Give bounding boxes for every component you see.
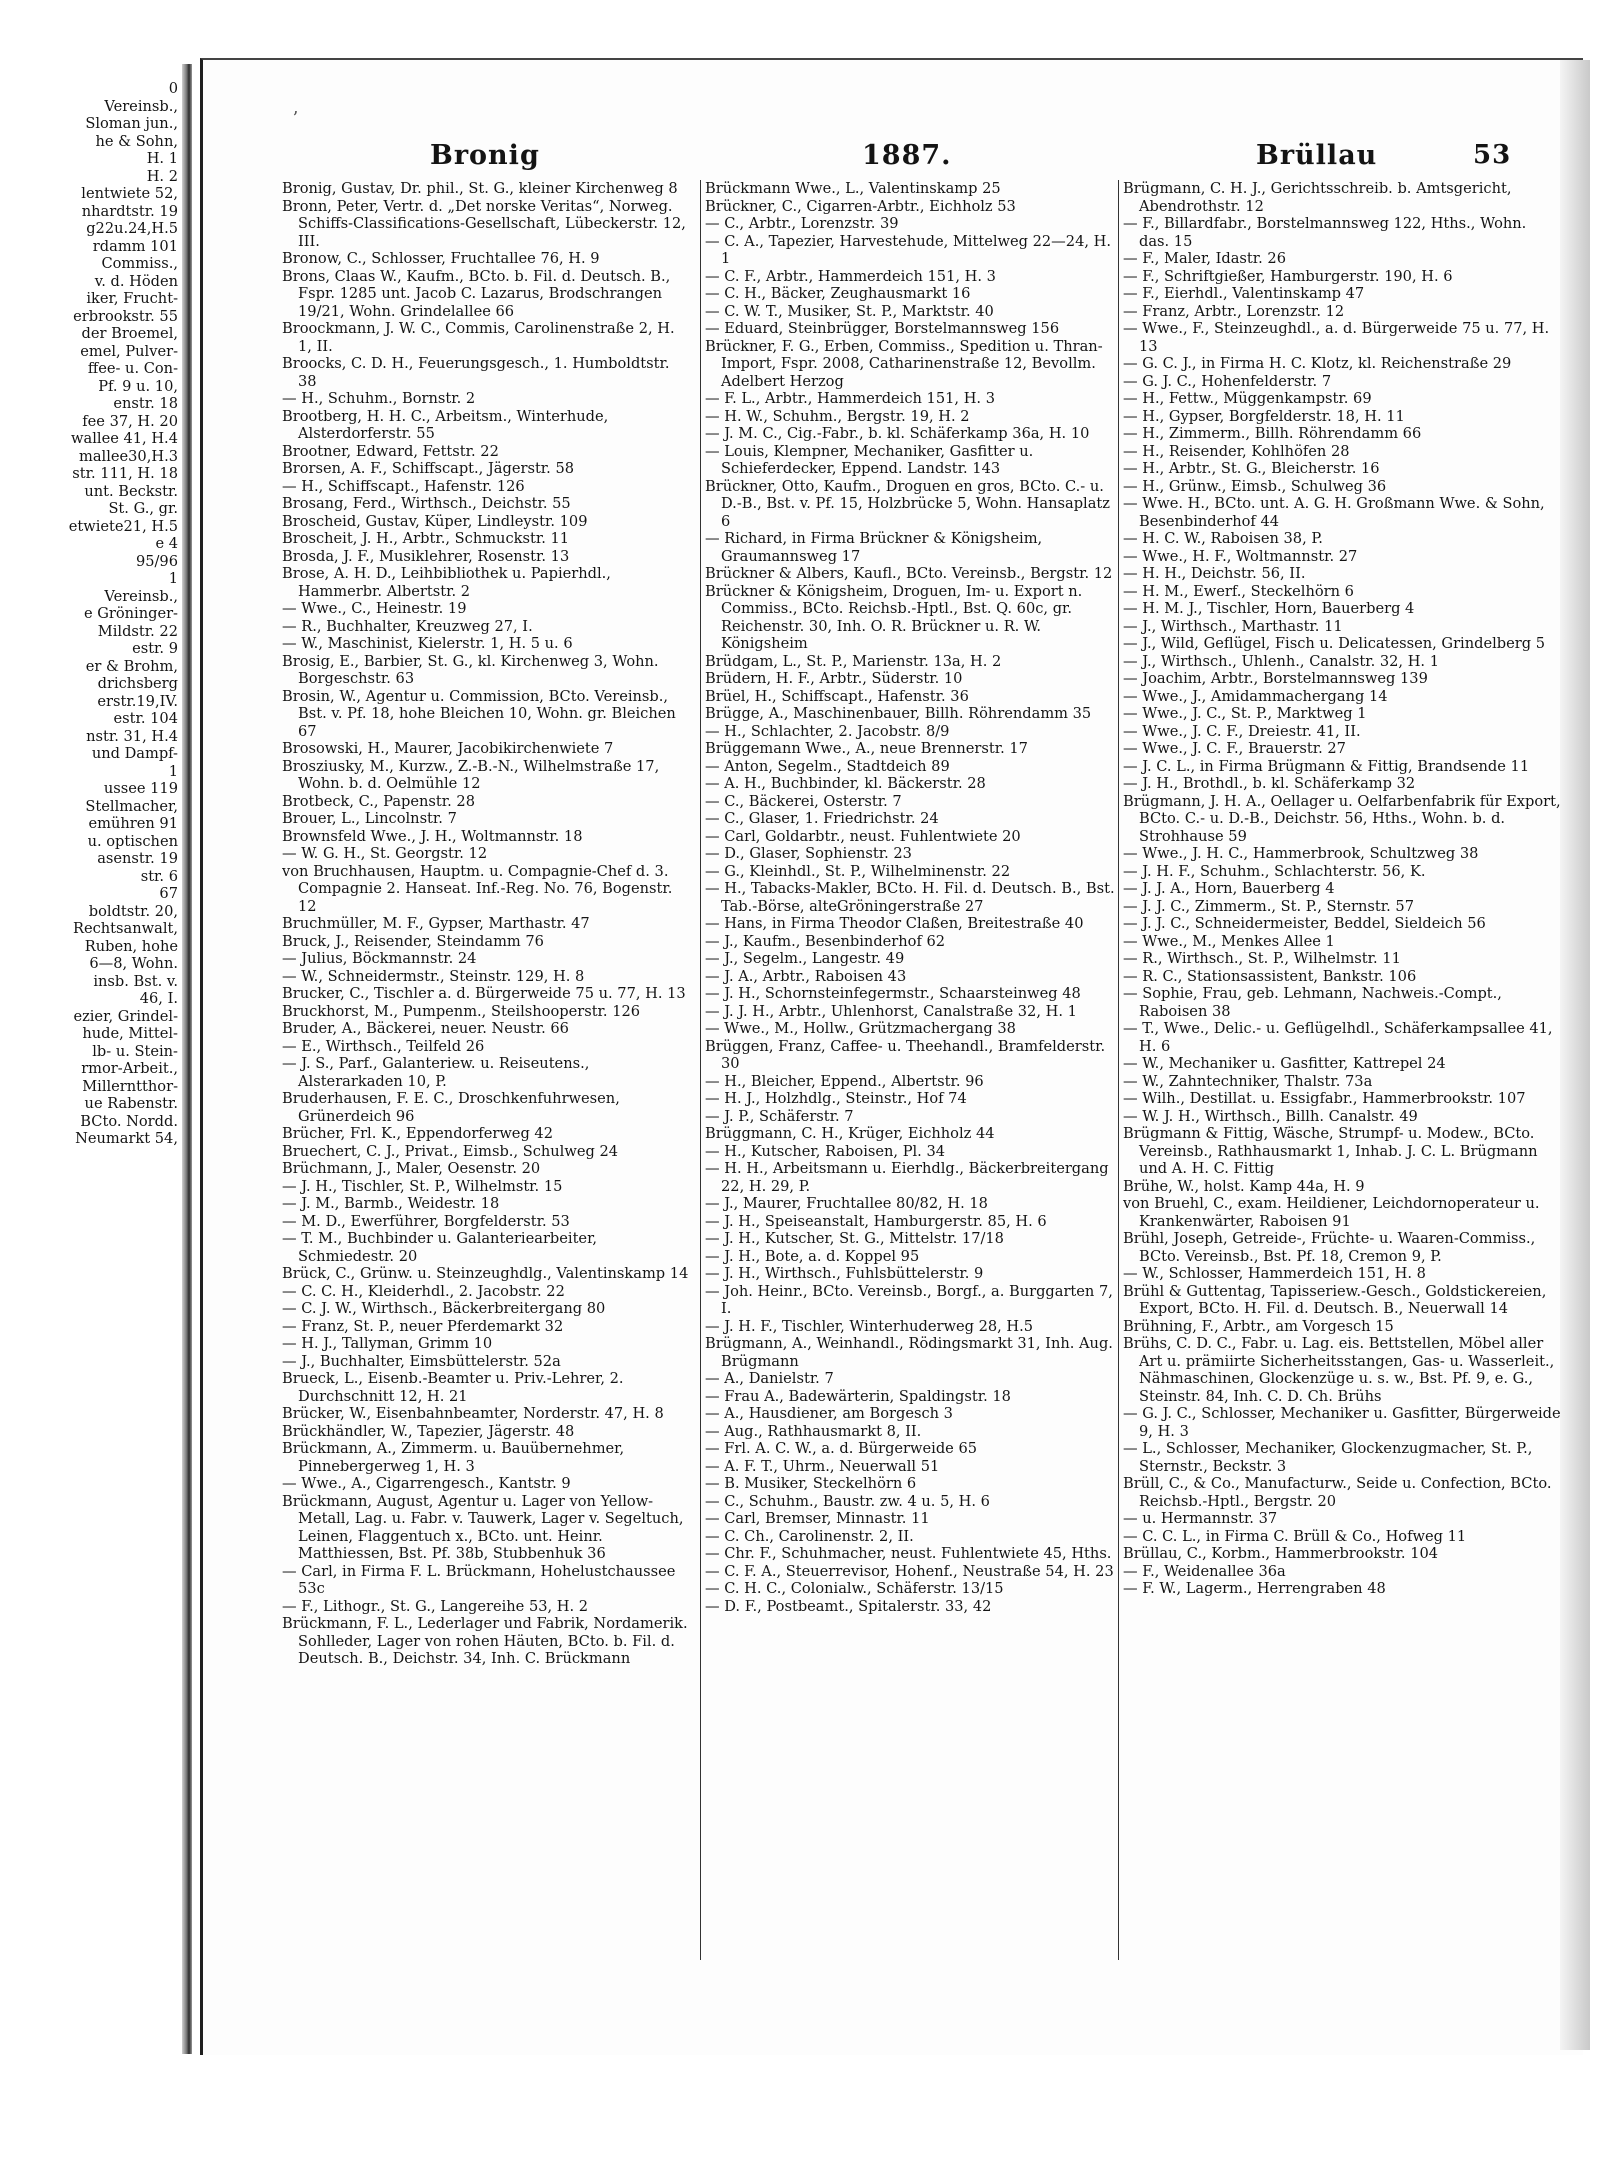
- directory-entry: — Joh. Heinr., BCto. Vereinsb., Borgf., a. Burggarten 7, I.: [705, 1282, 1113, 1317]
- directory-entry: — T., Wwe., Delic.- u. Geflügelhdl., Schäferkampsallee 41, H. 6: [1123, 1020, 1553, 1055]
- directory-entry: Brüggmann, C. H., Krüger, Eichholz 44: [705, 1125, 995, 1142]
- facing-page-line: Neumarkt 54,: [75, 1130, 178, 1147]
- directory-entry: — J., Maurer, Fruchtallee 80/82, H. 18: [705, 1195, 988, 1212]
- directory-entry: Broocks, C. D. H., Feuerungsgesch., 1. Humboldtstr. 38: [282, 355, 670, 390]
- directory-entry: — J., Wirthsch., Uhlenh., Canalstr. 32, H. 1: [1123, 652, 1439, 670]
- directory-entry: — H., Schuhm., Bornstr. 2: [282, 390, 476, 407]
- directory-entry: Broockmann, J. W. C., Commis, Carolinenstraße 2, H. 1, II.: [282, 320, 675, 355]
- directory-entry: — D. F., Postbeamt., Spitalerstr. 33, 42: [705, 1597, 992, 1615]
- facing-page-line: rdamm 101: [92, 237, 178, 255]
- directory-entry: — T. M., Buchbinder u. Galanteriearbeiter, Schmiedestr. 20: [282, 1230, 598, 1265]
- facing-page-line: iker, Frucht-: [86, 290, 178, 307]
- directory-entry: — J. J. A., Horn, Bauerberg 4: [1123, 880, 1335, 897]
- directory-entry: — Joachim, Arbtr., Borstelmannsweg 139: [1123, 670, 1428, 687]
- directory-entry: — W. G. H., St. Georgstr. 12: [282, 845, 488, 862]
- directory-entry: — H., Kutscher, Raboisen, Pl. 34: [705, 1142, 946, 1160]
- directory-entry: — Wilh., Destillat. u. Essigfabr., Hammerbrookstr. 107: [1123, 1090, 1526, 1107]
- directory-entry: Brückmann, August, Agentur u. Lager von Yellow-Metall, Lag. u. Fabr. v. Tauwerk, Lager v. Segeltuch, Leinen, Flaggentuch x., BCto. unt. Heinr. Matthiessen, Bst. Pf. 38b, Stubbenhuk 36: [282, 1492, 684, 1562]
- facing-page-line: he & Sohn,: [95, 132, 178, 150]
- directory-entry: — M. D., Ewerführer, Borgfelderstr. 53: [282, 1212, 570, 1230]
- page-edge-shadow: [1560, 60, 1590, 2050]
- directory-entry: — J. H., Brothdl., b. kl. Schäferkamp 32: [1123, 775, 1416, 792]
- facing-page-line: Sloman jun.,: [85, 115, 178, 132]
- directory-entry: Brosziusky, M., Kurzw., Z.-B.-N., Wilhelmstraße 17, Wohn. b. d. Oelmühle 12: [282, 757, 660, 792]
- directory-entry: — C., Bäckerei, Osterstr. 7: [705, 792, 902, 810]
- facing-page-line: g22u.24,H.5: [86, 220, 178, 237]
- directory-entry: — R. C., Stationsassistent, Bankstr. 106: [1123, 967, 1417, 985]
- directory-entry: Bruechert, C. J., Privat., Eimsb., Schulweg 24: [282, 1142, 619, 1160]
- directory-entry: — Carl, Bremser, Minnastr. 11: [705, 1510, 930, 1527]
- facing-page-line: ue Rabenstr.: [84, 1095, 178, 1112]
- directory-entry: Bruder, A., Bäckerei, neuer. Neustr. 66: [282, 1020, 569, 1037]
- directory-entry: Brownsfeld Wwe., J. H., Woltmannstr. 18: [282, 827, 583, 845]
- directory-entry: Brückner, Otto, Kaufm., Droguen en gros, BCto. C.- u. D.-B., Bst. v. Pf. 15, Holzbrücke 5, Wohn. Hansaplatz 6: [705, 477, 1110, 530]
- directory-entry: — J., Wirthsch., Marthastr. 11: [1123, 617, 1343, 635]
- facing-page-line: estr. 9: [132, 640, 178, 657]
- directory-entry: — Wwe., A., Cigarrengesch., Kantstr. 9: [282, 1475, 571, 1492]
- facing-page-line: Mildstr. 22: [97, 622, 178, 640]
- directory-entry: — H. M., Ewerf., Steckelhörn 6: [1123, 582, 1354, 600]
- directory-entry: — H., Bleicher, Eppend., Albertstr. 96: [705, 1072, 984, 1090]
- facing-page-line: ffee- u. Con-: [87, 360, 178, 377]
- facing-page-line: asenstr. 19: [97, 850, 178, 867]
- directory-entry: — F., Eierhdl., Valentinskamp 47: [1123, 285, 1365, 302]
- directory-entry: — J., Wild, Geflügel, Fisch u. Delicatessen, Grindelberg 5: [1123, 635, 1545, 652]
- facing-page-line: ezier, Grindel-: [73, 1007, 178, 1025]
- directory-entry: — W., Schlosser, Hammerdeich 151, H. 8: [1123, 1265, 1426, 1282]
- facing-page-line: enstr. 18: [113, 395, 178, 412]
- directory-entry: Bronn, Peter, Vertr. d. „Det norske Veritas“, Norweg. Schiffs-Classifications-Gesellschaft, Lübeckerstr. 12, III.: [282, 197, 686, 250]
- directory-entry: — Hans, in Firma Theodor Claßen, Breitestraße 40: [705, 915, 1084, 932]
- directory-entry: — Chr. F., Schuhmacher, neust. Fuhlentwiete 45, Hths.: [705, 1545, 1112, 1562]
- facing-page-line: 1: [168, 570, 178, 587]
- facing-page-line: erstr.19,IV.: [97, 692, 178, 710]
- directory-entry: Broscheit, J. H., Arbtr., Schmuckstr. 11: [282, 530, 570, 547]
- directory-entry: Brücker, W., Eisenbahnbeamter, Norderstr. 47, H. 8: [282, 1405, 664, 1422]
- directory-entry: — H. H., Deichstr. 56, II.: [1123, 565, 1306, 582]
- directory-entry: Brückner, F. G., Erben, Commiss., Spedition u. Thran-Import, Fspr. 2008, Catharinenstraße 12, Bevollm. Adelbert Herzog: [705, 337, 1103, 390]
- directory-entry: — Julius, Böckmannstr. 24: [282, 950, 477, 967]
- directory-entry: Brosang, Ferd., Wirthsch., Deichstr. 55: [282, 495, 571, 512]
- directory-entry: — J., Buchhalter, Eimsbüttelerstr. 52a: [282, 1352, 561, 1370]
- directory-entry: — C. H. C., Colonialw., Schäferstr. 13/15: [705, 1580, 1004, 1597]
- directory-entry: Brüllau, C., Korbm., Hammerbrookstr. 104: [1123, 1545, 1439, 1562]
- facing-page-line: St. G., gr.: [108, 500, 178, 517]
- directory-entry: — J., Kaufm., Besenbinderhof 62: [705, 932, 946, 950]
- directory-entry: — Wwe. H., BCto. unt. A. G. H. Großmann Wwe. & Sohn, Besenbinderhof 44: [1123, 495, 1545, 530]
- directory-entry: Brosin, W., Agentur u. Commission, BCto. Vereinsb., Bst. v. Pf. 18, hohe Bleichen 10, Wohn. gr. Bleichen 67: [282, 687, 676, 740]
- directory-entry: — W., Schneidermstr., Steinstr. 129, H. 8: [282, 967, 585, 985]
- facing-page-line: rmor-Arbeit.,: [81, 1060, 178, 1077]
- directory-entry: — J. H., Speiseanstalt, Hamburgerstr. 85, H. 6: [705, 1212, 1047, 1230]
- directory-entry: — H. W., Schuhm., Bergstr. 19, H. 2: [705, 407, 970, 425]
- directory-entry: Bruderhausen, F. E. C., Droschkenfuhrwesen, Grünerdeich 96: [282, 1090, 620, 1125]
- directory-entry: Brotbeck, C., Papenstr. 28: [282, 792, 476, 810]
- directory-entry: Brose, A. H. D., Leihbibliothek u. Papierhdl., Hammerbr. Albertstr. 2: [282, 565, 611, 600]
- directory-entry: — W., Mechaniker u. Gasfitter, Kattrepel 24: [1123, 1055, 1446, 1072]
- directory-entry: — J. H., Wirthsch., Fuhlsbüttelerstr. 9: [705, 1265, 984, 1282]
- directory-entry: Brosig, E., Barbier, St. G., kl. Kirchenweg 3, Wohn. Borgeschstr. 63: [282, 652, 659, 687]
- directory-entry: — u. Hermannstr. 37: [1123, 1510, 1278, 1527]
- directory-entry: — C. F. A., Steuerrevisor, Hohenf., Neustraße 54, H. 23: [705, 1562, 1114, 1580]
- facing-page-line: insb. Bst. v.: [93, 972, 178, 990]
- directory-entry: — Wwe., J., Amidammachergang 14: [1123, 687, 1388, 705]
- directory-entry: — Frau A., Badewärterin, Spaldingstr. 18: [705, 1387, 1011, 1405]
- directory-entry: Brücher, Frl. K., Eppendorferweg 42: [282, 1125, 553, 1142]
- facing-page-line: estr. 104: [113, 710, 178, 727]
- directory-entry: — Wwe., J. H. C., Hammerbrook, Schultzweg 38: [1123, 845, 1479, 862]
- directory-entry: — F., Billardfabr., Borstelmannsweg 122, Hths., Wohn. das. 15: [1123, 215, 1527, 250]
- facing-page-line: 95/96: [135, 552, 178, 570]
- directory-entry: — C. F., Arbtr., Hammerdeich 151, H. 3: [705, 267, 996, 285]
- directory-entry: Brüggemann Wwe., A., neue Brennerstr. 17: [705, 740, 1028, 757]
- directory-entry: — F. L., Arbtr., Hammerdeich 151, H. 3: [705, 390, 995, 407]
- directory-entry: — J. H. F., Tischler, Winterhuderweg 28, H.5: [705, 1317, 1034, 1335]
- directory-entry: — H. J., Holzhdlg., Steinstr., Hof 74: [705, 1090, 967, 1107]
- directory-entry: — Sophie, Frau, geb. Lehmann, Nachweis.-Compt., Raboisen 38: [1123, 985, 1502, 1020]
- facing-page-line: 1: [168, 762, 178, 780]
- facing-page-line: Millerntthor-: [82, 1077, 178, 1095]
- facing-page-line: lentwiete 52,: [81, 185, 178, 202]
- facing-page-line: emel, Pulver-: [80, 342, 178, 360]
- facing-page-line: und Dampf-: [91, 745, 178, 762]
- directory-entry: Brüll, C., & Co., Manufacturw., Seide u. Confection, BCto. Reichsb.-Hptl., Bergstr. 20: [1123, 1475, 1552, 1510]
- directory-entry: — Eduard, Steinbrügger, Borstelmannsweg 156: [705, 320, 1060, 337]
- facing-page-line: H. 1: [146, 150, 178, 167]
- directory-entry: — J. H., Tischler, St. P., Wilhelmstr. 15: [282, 1177, 563, 1195]
- directory-entry: Brosowski, H., Maurer, Jacobikirchenwiete 7: [282, 740, 614, 757]
- directory-entry: — Wwe., F., Steinzeughdl., a. d. Bürgerweide 75 u. 77, H. 13: [1123, 320, 1550, 355]
- facing-page-line: erbrookstr. 55: [73, 307, 178, 325]
- directory-entry: — H., Gypser, Borgfelderstr. 18, H. 11: [1123, 407, 1405, 425]
- directory-entry: — H., Arbtr., St. G., Bleicherstr. 16: [1123, 460, 1380, 477]
- directory-entry: — Wwe., M., Hollw., Grützmachergang 38: [705, 1020, 1016, 1037]
- directory-entry: — Anton, Segelm., Stadtdeich 89: [705, 757, 950, 775]
- facing-page-line: Vereinsb.,: [104, 587, 178, 605]
- directory-entry: Brück, C., Grünw. u. Steinzeughdlg., Valentinskamp 14: [282, 1265, 689, 1282]
- directory-entry: Brühe, W., holst. Kamp 44a, H. 9: [1123, 1177, 1365, 1195]
- directory-entry: Brügmann, C. H. J., Gerichtsschreib. b. Amtsgericht, Abendrothstr. 12: [1123, 180, 1512, 215]
- facing-page-line: fee 37, H. 20: [82, 412, 178, 430]
- facing-page-line: e 4: [155, 535, 178, 552]
- directory-entry: Brückner & Königsheim, Droguen, Im- u. Export n. Commiss., BCto. Reichsb.-Hptl., Bst. Q. 60c, gr. Reichenstr. 30, Inh. O. R. Brückner u. R. W. Königsheim: [705, 582, 1083, 652]
- directory-entry: Brügmann, J. H. A., Oellager u. Oelfarbenfabrik für Export, BCto. C.- u. D.-B., Deichstr. 56, Hths., Wohn. b. d. Strohhause 59: [1123, 792, 1561, 845]
- facing-page-line: emühren 91: [88, 815, 178, 832]
- directory-entry: — Frl. A. C. W., a. d. Bürgerweide 65: [705, 1440, 978, 1457]
- facing-page-line: Stellmacher,: [85, 797, 178, 815]
- directory-entry: — J. H., Bote, a. d. Koppel 95: [705, 1247, 920, 1265]
- directory-entry: — F. W., Lagerm., Herrengraben 48: [1123, 1580, 1386, 1597]
- gutter-mark: ʼ: [292, 108, 298, 129]
- directory-entry: — J., Segelm., Langestr. 49: [705, 950, 905, 967]
- directory-entry: — G., Kleinhdl., St. P., Wilhelminenstr. 22: [705, 862, 1011, 880]
- directory-entry: — H., Zimmerm., Billh. Röhrendamm 66: [1123, 425, 1422, 442]
- directory-entry: — J. A., Arbtr., Raboisen 43: [705, 967, 907, 985]
- directory-entry: — G. J. C., Schlosser, Mechaniker u. Gasfitter, Bürgerweide 9, H. 3: [1123, 1405, 1561, 1440]
- directory-entry: — A., Hausdiener, am Borgesch 3: [705, 1405, 953, 1422]
- directory-entry: Brühning, F., Arbtr., am Vorgesch 15: [1123, 1317, 1394, 1335]
- directory-entry: — F., Schriftgießer, Hamburgerstr. 190, H. 6: [1123, 267, 1453, 285]
- directory-entry: — W., Zahntechniker, Thalstr. 73a: [1123, 1072, 1373, 1090]
- directory-entry: von Bruehl, C., exam. Heildiener, Leichdornoperateur u. Krankenwärter, Raboisen 91: [1123, 1195, 1540, 1230]
- directory-entry: — Wwe., H. F., Woltmannstr. 27: [1123, 547, 1358, 565]
- directory-entry: Brügge, A., Maschinenbauer, Billh. Röhrendamm 35: [705, 705, 1092, 722]
- facing-page-line: boldtstr. 20,: [88, 902, 178, 920]
- directory-entry: — Franz, Arbtr., Lorenzstr. 12: [1123, 302, 1345, 320]
- directory-entry: — W., Maschinist, Kielerstr. 1, H. 5 u. 6: [282, 635, 573, 652]
- facing-page-line: der Broemel,: [81, 325, 178, 342]
- directory-entry: — H., Schiffscapt., Hafenstr. 126: [282, 477, 525, 495]
- running-head-year: 1887.: [862, 140, 952, 171]
- directory-entry: — B. Musiker, Steckelhörn 6: [705, 1475, 917, 1492]
- running-head-right: Brüllau: [1256, 140, 1378, 171]
- directory-column-2: [700, 180, 1115, 1960]
- directory-entry: — J. P., Schäferstr. 7: [705, 1107, 854, 1125]
- facing-page-line: etwiete21, H.5: [68, 517, 178, 535]
- directory-entry: — E., Wirthsch., Teilfeld 26: [282, 1037, 485, 1055]
- directory-entry: — C. C. L., in Firma C. Brüll & Co., Hofweg 11: [1123, 1527, 1467, 1545]
- directory-entry: — A. F. T., Uhrm., Neuerwall 51: [705, 1457, 940, 1475]
- directory-entry: Brüel, H., Schiffscapt., Hafenstr. 36: [705, 687, 969, 705]
- directory-entry: — H., Reisender, Kohlhöfen 28: [1123, 442, 1350, 460]
- facing-page-line: hude, Mittel-: [82, 1025, 178, 1042]
- directory-entry: — J. J. C., Zimmerm., St. P., Sternstr. 57: [1123, 897, 1415, 915]
- directory-entry: Brootberg, H. H. C., Arbeitsm., Winterhude, Alsterdorferstr. 55: [282, 407, 609, 442]
- directory-entry: Bruck, J., Reisender, Steindamm 76: [282, 932, 544, 950]
- directory-entry: Bronig, Gustav, Dr. phil., St. G., kleiner Kirchenweg 8: [282, 180, 678, 197]
- facing-page-line: u. optischen: [87, 832, 178, 850]
- directory-entry: Brückner, C., Cigarren-Arbtr., Eichholz 53: [705, 197, 1016, 215]
- directory-entry: — C., Schuhm., Baustr. zw. 4 u. 5, H. 6: [705, 1492, 990, 1510]
- directory-entry: — Carl, in Firma F. L. Brückmann, Hohelustchaussee 53c: [282, 1562, 676, 1597]
- directory-entry: Brüdern, H. F., Arbtr., Süderstr. 10: [705, 670, 963, 687]
- directory-entry: — Wwe., J. C., St. P., Marktweg 1: [1123, 705, 1367, 722]
- directory-entry: — J. C. L., in Firma Brügmann & Fittig, Brandsende 11: [1123, 757, 1530, 775]
- facing-page-line: 46, I.: [139, 990, 178, 1007]
- facing-page-line: 6—8, Wohn.: [89, 955, 178, 972]
- facing-page-line: ussee 119: [103, 780, 178, 797]
- directory-entry: — F., Weidenallee 36a: [1123, 1562, 1286, 1580]
- directory-entry: Brügmann, A., Weinhandl., Rödingsmarkt 31, Inh. Aug. Brügmann: [705, 1335, 1113, 1370]
- directory-entry: — D., Glaser, Sophienstr. 23: [705, 845, 912, 862]
- directory-entry: — H. J., Tallyman, Grimm 10: [282, 1335, 493, 1352]
- facing-page-line: unt. Beckstr.: [84, 482, 178, 500]
- directory-entry: Brouer, L., Lincolnstr. 7: [282, 810, 457, 827]
- facing-page-strip: [0, 80, 186, 2040]
- directory-entry: — H., Schlachter, 2. Jacobstr. 8/9: [705, 722, 950, 740]
- directory-entry: — J. M., Barmb., Weidestr. 18: [282, 1195, 500, 1212]
- directory-entry: — H., Grünw., Eimsb., Schulweg 36: [1123, 477, 1387, 495]
- facing-page-line: wallee 41, H.4: [71, 430, 178, 447]
- directory-entry: — F., Maler, Idastr. 26: [1123, 250, 1286, 267]
- directory-entry: — G. C. J., in Firma H. C. Klotz, kl. Reichenstraße 29: [1123, 355, 1512, 372]
- book-binding-edge: [182, 64, 192, 2054]
- directory-entry: Bronow, C., Schlosser, Fruchtallee 76, H. 9: [282, 250, 600, 267]
- directory-entry: — J. J. C., Schneidermeister, Beddel, Sieldeich 56: [1123, 915, 1486, 932]
- directory-entry: — A., Danielstr. 7: [705, 1370, 834, 1387]
- directory-entry: Brückner & Albers, Kaufl., BCto. Vereinsb., Bergstr. 12: [705, 565, 1113, 582]
- directory-entry: — L., Schlosser, Mechaniker, Glockenzugmacher, St. P., Sternstr., Beckstr. 3: [1123, 1440, 1533, 1475]
- directory-entry: — J. H. F., Schuhm., Schlachterstr. 56, K.: [1123, 862, 1426, 880]
- page-number: 53: [1473, 140, 1512, 170]
- directory-entry: — Carl, Goldarbtr., neust. Fuhlentwiete 20: [705, 827, 1021, 845]
- directory-entry: — C., Glaser, 1. Friedrichstr. 24: [705, 810, 939, 827]
- directory-entry: — Aug., Rathhausmarkt 8, II.: [705, 1422, 922, 1440]
- directory-entry: — J. H., Schornsteinfegermstr., Schaarsteinweg 48: [705, 985, 1081, 1002]
- directory-entry: — C., Arbtr., Lorenzstr. 39: [705, 215, 899, 232]
- directory-entry: — R., Wirthsch., St. P., Wilhelmstr. 11: [1123, 950, 1401, 967]
- facing-page-line: str. 6: [140, 867, 178, 885]
- directory-entry: — J. J. H., Arbtr., Uhlenhorst, Canalstraße 32, H. 1: [705, 1002, 1077, 1020]
- directory-entry: — C. Ch., Carolinenstr. 2, II.: [705, 1527, 914, 1545]
- facing-page-line: lb- u. Stein-: [92, 1042, 178, 1060]
- directory-entry: — R., Buchhalter, Kreuzweg 27, I.: [282, 617, 533, 635]
- facing-page-line: Vereinsb.,: [104, 97, 178, 115]
- directory-entry: Brootner, Edward, Fettstr. 22: [282, 442, 499, 460]
- facing-page-line: Ruben, hohe: [84, 937, 178, 955]
- directory-entry: von Bruchhausen, Hauptm. u. Compagnie-Chef d. 3. Compagnie 2. Hanseat. Inf.-Reg. No. 76, Bogenstr. 12: [282, 862, 673, 915]
- directory-entry: — Franz, St. P., neuer Pferdemarkt 32: [282, 1317, 564, 1335]
- facing-page-line: nhardtstr. 19: [81, 202, 178, 220]
- directory-entry: — F., Lithogr., St. G., Langereihe 53, H. 2: [282, 1597, 589, 1615]
- directory-entry: Bruckhorst, M., Pumpenm., Steilshooperstr. 126: [282, 1002, 641, 1020]
- directory-entry: — W. J. H., Wirthsch., Billh. Canalstr. 49: [1123, 1107, 1418, 1125]
- directory-entry: — H. M. J., Tischler, Horn, Bauerberg 4: [1123, 600, 1415, 617]
- directory-entry: — J. H., Kutscher, St. G., Mittelstr. 17/18: [705, 1230, 1004, 1247]
- directory-entry: — G. J. C., Hohenfelderstr. 7: [1123, 372, 1332, 390]
- directory-entry: Brucker, C., Tischler a. d. Bürgerweide 75 u. 77, H. 13: [282, 985, 686, 1002]
- directory-entry: Broscheid, Gustav, Küper, Lindleystr. 109: [282, 512, 588, 530]
- directory-entry: — H., Fettw., Müggenkampstr. 69: [1123, 390, 1372, 407]
- directory-entry: — C. A., Tapezier, Harvestehude, Mittelweg 22—24, H. 1: [705, 232, 1111, 267]
- directory-entry: Brühl & Guttentag, Tapisseriew.-Gesch., Goldstickereien, Export, BCto. H. Fil. d. Deutsch. B., Neuerwall 14: [1123, 1282, 1547, 1317]
- directory-entry: — C. J. W., Wirthsch., Bäckerbreitergang 80: [282, 1300, 606, 1317]
- directory-entry: — Wwe., C., Heinestr. 19: [282, 600, 467, 617]
- directory-column-3: [1118, 180, 1561, 1960]
- directory-entry: — A. H., Buchbinder, kl. Bäckerstr. 28: [705, 775, 986, 792]
- directory-entry: — C. W. T., Musiker, St. P., Marktstr. 40: [705, 302, 994, 320]
- directory-entry: Brückhändler, W., Tapezier, Jägerstr. 48: [282, 1422, 575, 1440]
- facing-page-line: Pf. 9 u. 10,: [98, 377, 178, 395]
- directory-entry: Brückmann Wwe., L., Valentinskamp 25: [705, 180, 1001, 197]
- facing-page-line: v. d. Höden: [94, 272, 178, 290]
- facing-page-line: 0: [168, 80, 178, 97]
- facing-page-line: str. 111, H. 18: [72, 465, 178, 482]
- directory-entry: — Wwe., J. C. F., Dreiestr. 41, II.: [1123, 722, 1361, 740]
- directory-entry: Brügmann & Fittig, Wäsche, Strumpf- u. Modew., BCto. Vereinsb., Rathhausmarkt 1, Inhab. J. C. L. Brügmann und A. H. C. Fittig: [1123, 1125, 1538, 1177]
- directory-entry: — C. H., Bäcker, Zeughausmarkt 16: [705, 285, 971, 302]
- directory-entry: — H. H., Arbeitsmann u. Eierhdlg., Bäckerbreitergang 22, H. 29, P.: [705, 1160, 1109, 1195]
- directory-entry: Brorsen, A. F., Schiffscapt., Jägerstr. 58: [282, 460, 575, 477]
- facing-page-line: er & Brohm,: [85, 657, 178, 675]
- facing-page-line: drichsberg: [97, 675, 178, 692]
- facing-page-line: 67: [159, 885, 178, 902]
- directory-entry: Brüchmann, J., Maler, Oesenstr. 20: [282, 1160, 541, 1177]
- directory-entry: Brueck, L., Eisenb.-Beamter u. Priv.-Lehrer, 2. Durchschnitt 12, H. 21: [282, 1370, 624, 1405]
- directory-entry: Brosda, J. F., Musiklehrer, Rosenstr. 13: [282, 547, 570, 565]
- directory-entry: — Louis, Klempner, Mechaniker, Gasfitter u. Schieferdecker, Eppend. Landstr. 143: [705, 442, 1034, 477]
- running-head-left: Bronig: [430, 140, 540, 171]
- directory-entry: Brühs, C. D. C., Fabr. u. Lag. eis. Bettstellen, Möbel aller Art u. prämiirte Sicherheitsstangen, Gas- u. Wasserleit., Nähmaschinen, Glockenzüge u. s. w., Bst. Pf. 9, e. G., Steinstr. 84, Inh. C. D. Ch. Brühs: [1123, 1335, 1555, 1405]
- directory-entry: — Wwe., M., Menkes Allee 1: [1123, 932, 1335, 950]
- directory-entry: Brüggen, Franz, Caffee- u. Theehandl., Bramfelderstr. 30: [705, 1037, 1106, 1072]
- directory-entry: Brüdgam, L., St. P., Marienstr. 13a, H. 2: [705, 652, 1002, 670]
- directory-entry: Brons, Claas W., Kaufm., BCto. b. Fil. d. Deutsch. B., Fspr. 1285 unt. Jacob C. Lazarus, Brodschrangen 19/21, Wohn. Grindelallee 66: [282, 267, 671, 320]
- facing-page-line: mallee30,H.3: [78, 447, 178, 465]
- facing-page-line: Commiss.,: [101, 255, 178, 272]
- directory-entry: — H., Tabacks-Makler, BCto. H. Fil. d. Deutsch. B., Bst. Tab.-Börse, alteGröningerstraße 27: [705, 880, 1115, 915]
- directory-entry: — H. C. W., Raboisen 38, P.: [1123, 530, 1323, 547]
- directory-entry: Bruchmüller, M. F., Gypser, Marthastr. 47: [282, 915, 590, 932]
- directory-entry: — J. M. C., Cig.-Fabr., b. kl. Schäferkamp 36a, H. 10: [705, 425, 1090, 442]
- directory-entry: Brückmann, A., Zimmerm. u. Bauübernehmer, Pinnebergerweg 1, H. 3: [282, 1440, 625, 1475]
- facing-page-line: BCto. Nordd.: [80, 1112, 178, 1130]
- facing-page-line: e Gröninger-: [83, 605, 178, 622]
- directory-entry: Brückmann, F. L., Lederlager und Fabrik, Nordamerik. Sohlleder, Lager von rohen Häuten, BCto. b. Fil. d. Deutsch. B., Deichstr. 34, Inh. C. Brückmann: [282, 1615, 688, 1667]
- directory-column-1: [282, 180, 690, 1960]
- directory-entry: — Wwe., J. C. F., Brauerstr. 27: [1123, 740, 1346, 757]
- facing-page-line: nstr. 31, H.4: [86, 727, 178, 745]
- facing-page-line: H. 2: [146, 167, 178, 185]
- facing-page-line: Rechtsanwalt,: [72, 920, 178, 937]
- directory-entry: — Richard, in Firma Brückner & Königsheim, Graumannsweg 17: [705, 530, 1043, 565]
- directory-entry: — J. S., Parf., Galanteriew. u. Reiseutens., Alsterarkaden 10, P.: [282, 1055, 590, 1090]
- directory-entry: — C. C. H., Kleiderhdl., 2. Jacobstr. 22: [282, 1282, 565, 1300]
- directory-entry: Brühl, Joseph, Getreide-, Früchte- u. Waaren-Commiss., BCto. Vereinsb., Bst. Pf. 18, Cremon 9, P.: [1123, 1230, 1536, 1265]
